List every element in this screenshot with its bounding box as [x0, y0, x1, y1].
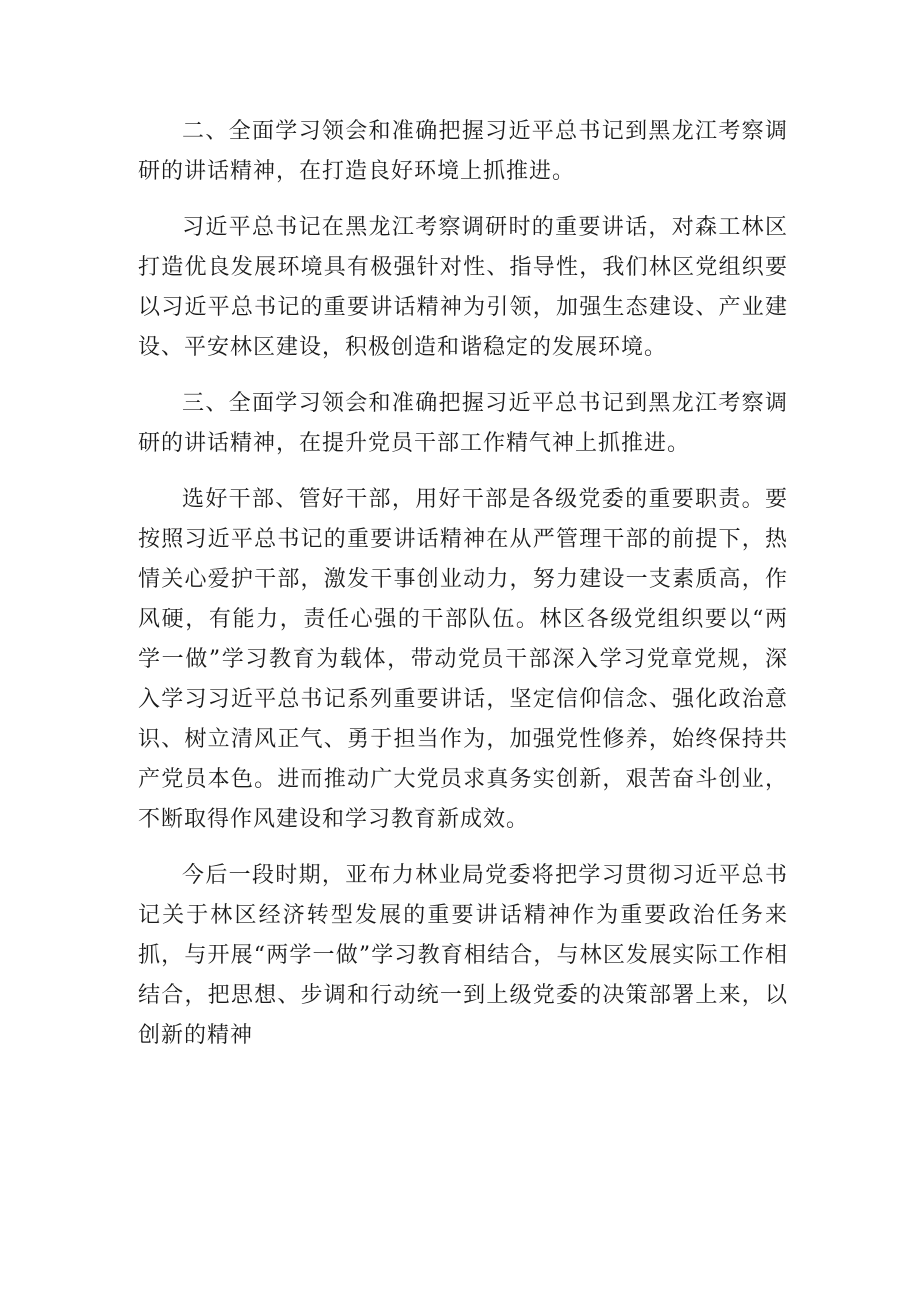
- document-body: [138, 112, 788, 1072]
- body-paragraph-future: 今后一段时期，亚布力林业局党委将把学习贯彻习近平总书记关于林区经济转型发展的重要讲话精神作为重要政治任务来抓，与开展“两学一做”学习教育相结合，与林区发展实际工作相结合，把思想、步调和行动统一到上级党委的决策部署上来，以创新的精神: [138, 863, 788, 1048]
- section-heading-three: 三、全面学习领会和准确把握习近平总书记到黑龙江考察调研的讲话精神，在提升党员干部工作精气神上抓推进。: [138, 391, 788, 456]
- body-paragraph-environment: 习近平总书记在黑龙江考察调研时的重要讲话，对森工林区打造优良发展环境具有极强针对性、指导性，我们林区党组织要以习近平总书记的重要讲话精神为引领，加强生态建设、产业建设、平安林区建设，积极创造和谐稳定的发展环境。: [138, 215, 788, 360]
- section-heading-two: 二、全面学习领会和准确把握习近平总书记到黑龙江考察调研的讲话精神，在打造良好环境上抓推进。: [138, 119, 788, 184]
- body-paragraph-cadres: 选好干部、管好干部，用好干部是各级党委的重要职责。要按照习近平总书记的重要讲话精神在从严管理干部的前提下，热情关心爱护干部，激发干事创业动力，努力建设一支素质高，作风硬，有能力，责任心强的干部队伍。林区各级党组织要以“两学一做”学习教育为载体，带动党员干部深入学习党章党规，深入学习习近平总书记系列重要讲话，坚定信仰信念、强化政治意识、树立清风正气、勇于担当作为，加强党性修养，始终保持共产党员本色。进而推动广大党员求真务实创新，艰苦奋斗创业，不断取得作风建设和学习教育新成效。: [138, 487, 788, 832]
